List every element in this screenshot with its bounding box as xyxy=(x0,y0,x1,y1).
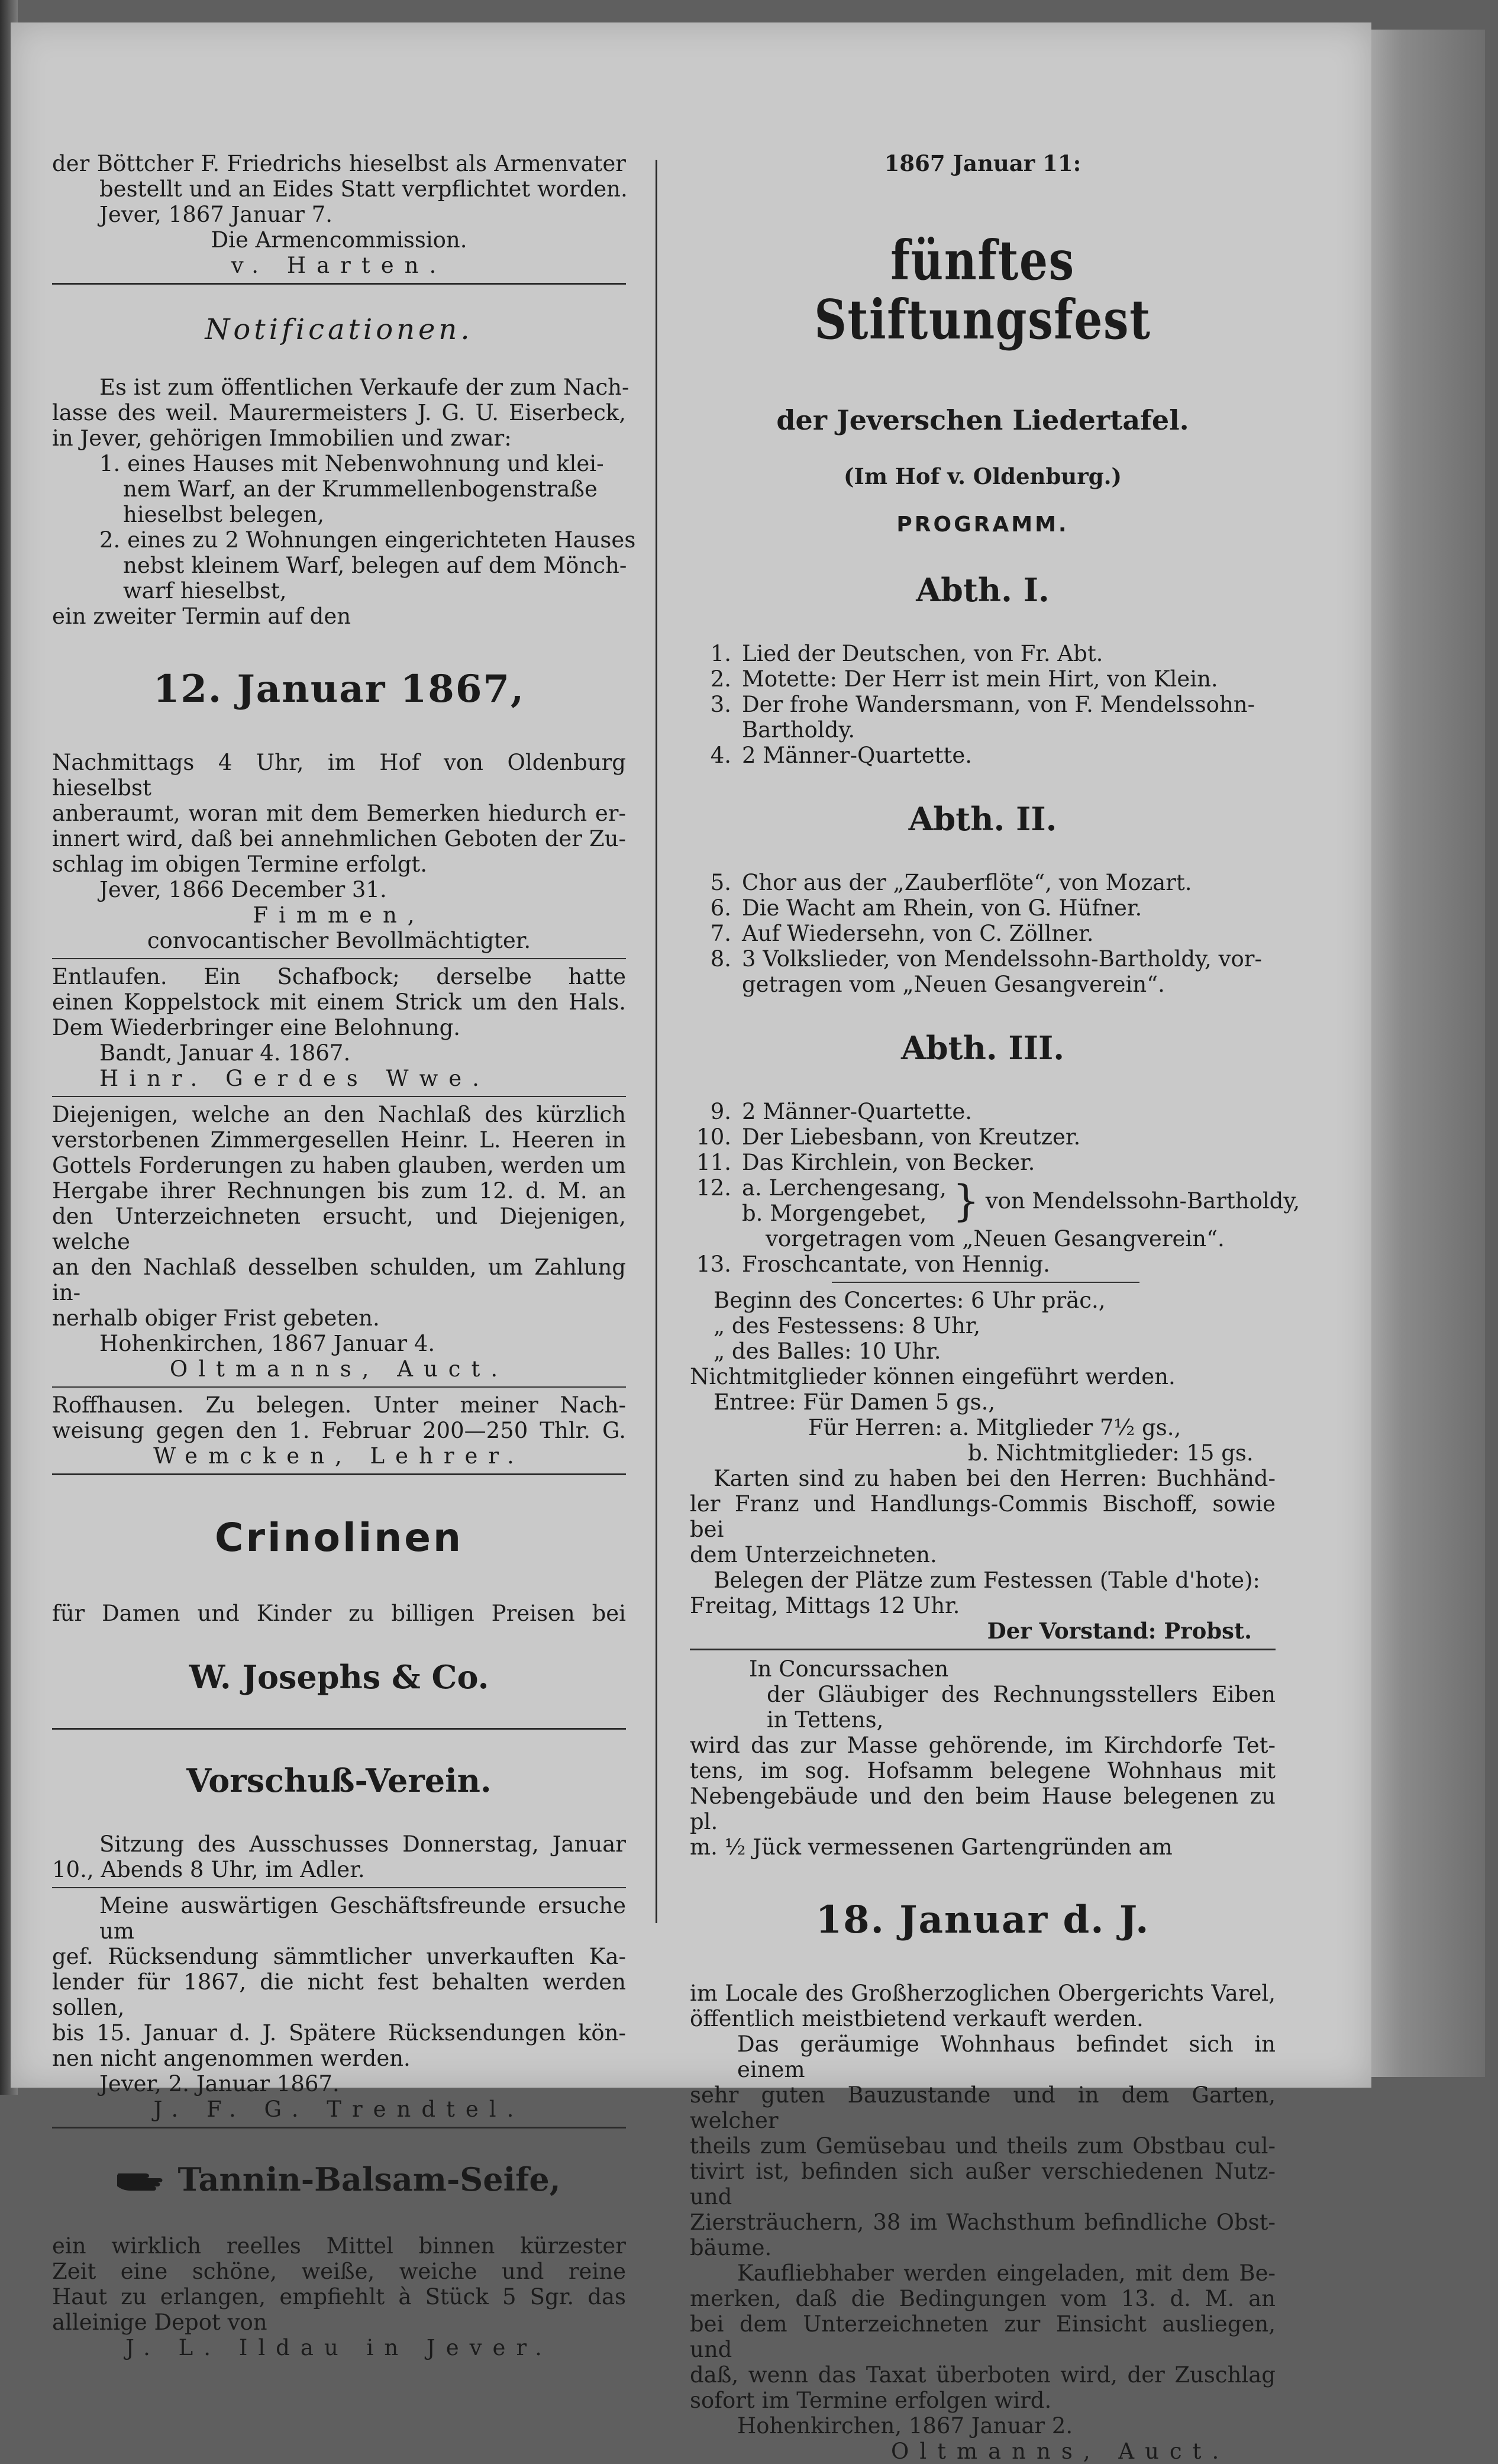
tannin-seife-ad xyxy=(52,2160,626,2360)
section-divider xyxy=(52,1096,626,1097)
signature-title: convocantischer Bevollmächtigter. xyxy=(147,928,531,953)
section-divider xyxy=(52,283,626,285)
info-line: Für Herren: a. Mitglieder 7½ gs., xyxy=(808,1415,1181,1440)
item-text: Bartholdy. xyxy=(742,717,855,743)
text-line: in Jever, gehörigen Immobilien und zwar: xyxy=(52,425,512,451)
signature-name: Der Vorstand: Probst. xyxy=(987,1618,1252,1644)
text-line: lender für 1867, die nicht fest behalten werden sollen, xyxy=(52,1969,626,2020)
text-line: ein zweiter Termin auf den xyxy=(52,604,351,629)
text-line: den Unterzeichneten ersucht, und Diejenigen, welche xyxy=(52,1204,626,1254)
text-line: Entlaufen. Ein Schafbock; derselbe hatte xyxy=(52,964,626,989)
program-item-12 xyxy=(690,1175,1300,1226)
place-date: Hohenkirchen, 1867 Januar 2. xyxy=(737,2413,1073,2439)
text-line: theils zum Gemüsebau und theils zum Obstbau cul- xyxy=(690,2133,1276,2159)
program-item xyxy=(690,921,1276,946)
info-line: „ des Balles: 10 Uhr. xyxy=(714,1339,941,1364)
item-text: 2 Männer-Quartette. xyxy=(742,743,973,768)
section-divider xyxy=(832,1282,1139,1283)
section-divider xyxy=(52,2127,626,2128)
crinolinen-ad xyxy=(52,1514,626,1696)
item-text: von Mendelssohn-Bartholdy, xyxy=(985,1188,1300,1214)
program-item xyxy=(690,895,1276,921)
item-number: 8. xyxy=(710,946,731,972)
brace-glyph: } xyxy=(952,1176,980,1225)
item-text: b. Morgengebet, xyxy=(742,1201,927,1226)
text-line: Kaufliebhaber werden eingeladen, mit dem Be- xyxy=(737,2260,1276,2286)
text-line: Jever, 1867 Januar 7. xyxy=(99,202,332,227)
text-line: Dem Wiederbringer eine Belohnung. xyxy=(52,1015,461,1040)
item-text: getragen vom „Neuen Gesangverein“. xyxy=(742,972,1165,997)
info-line: dem Unterzeichneten. xyxy=(690,1542,937,1568)
program-label: PROGRAMM. xyxy=(896,512,1069,537)
item-text: Chor aus der „Zauberflöte“, von Mozart. xyxy=(742,870,1192,895)
info-line: b. Nichtmitglieder: 15 gs. xyxy=(968,1440,1254,1466)
signature-name: v. Harten. xyxy=(231,253,447,278)
item-text: Der Liebesbann, von Kreutzer. xyxy=(742,1124,1081,1150)
text-line: im Locale des Großherzoglichen Obergerichts Varel, xyxy=(690,1981,1276,2006)
program-item xyxy=(690,946,1276,972)
text-line: m. ½ Jück vermessenen Gartengründen am xyxy=(690,1834,1173,1860)
text-line: einen Koppelstock mit einem Strick um den Hals. xyxy=(52,989,626,1015)
section-heading: Notificationen. xyxy=(205,313,473,346)
item-text: Die Wacht am Rhein, von G. Hüfner. xyxy=(742,895,1142,921)
text-line: sehr guten Bauzustande und in dem Garten, welcher xyxy=(690,2082,1276,2133)
signature-name: Wemcken, Lehrer. xyxy=(153,1443,525,1469)
ad-heading: Crinolinen xyxy=(215,1515,463,1560)
text-line: Roffhausen. Zu belegen. Unter meiner Nach- xyxy=(52,1392,626,1418)
program-item xyxy=(690,743,1276,768)
program-item xyxy=(690,641,1276,666)
program-part-heading: Abth. I. xyxy=(916,571,1050,609)
entlaufen-notice xyxy=(52,964,626,1091)
program-item xyxy=(690,972,1276,997)
item-text: Froschcantate, von Hennig. xyxy=(742,1252,1050,1277)
item-number: 6. xyxy=(710,895,731,921)
ad-heading-row xyxy=(52,2160,626,2201)
concurs-notice xyxy=(690,1656,1276,2464)
place-date: Hohenkirchen, 1867 Januar 4. xyxy=(99,1331,435,1356)
signature-name: Hinr. Gerdes Wwe. xyxy=(99,1066,490,1091)
pointing-hand-icon xyxy=(117,2163,174,2201)
item-number: 3. xyxy=(710,692,731,717)
roffhausen-notice xyxy=(52,1392,626,1469)
info-line: Freitag, Mittags 12 Uhr. xyxy=(690,1593,960,1618)
section-divider xyxy=(690,1649,1276,1650)
item-text: 2 Männer-Quartette. xyxy=(742,1099,973,1124)
item-number xyxy=(690,972,742,997)
list-item: warf hieselbst, xyxy=(123,578,287,604)
info-line: Beginn des Concertes: 6 Uhr präc., xyxy=(714,1288,1106,1313)
signature-name: Oltmanns, Auct. xyxy=(891,2439,1230,2464)
text-line: In Concurssachen xyxy=(749,1656,949,1682)
text-line: weisung gegen den 1. Februar 200—250 Thlr. G. xyxy=(52,1418,626,1443)
program-item xyxy=(690,1252,1276,1277)
item-number xyxy=(690,717,742,743)
text-line: Diejenigen, welche an den Nachlaß des kürzlich xyxy=(52,1102,626,1127)
signature-name: J. L. Ildau in Jever. xyxy=(125,2334,553,2360)
text-line: für Damen und Kinder zu billigen Preisen bei xyxy=(52,1601,626,1626)
program-item xyxy=(690,717,1276,743)
item-text: Motette: Der Herr ist mein Hirt, von Klein. xyxy=(742,666,1218,692)
section-divider xyxy=(52,1386,626,1388)
text-line: Nebengebäude und den beim Hause belegenen zu pl. xyxy=(690,1784,1276,1834)
item-text: vorgetragen vom „Neuen Gesangverein“. xyxy=(766,1226,1225,1252)
column-divider xyxy=(656,160,657,1923)
program-part-heading: Abth. II. xyxy=(908,800,1057,838)
text-line: Es ist zum öffentlichen Verkaufe der zum Nach- xyxy=(99,375,629,400)
item-text: 3 Volkslieder, von Mendelssohn-Bartholdy, vor- xyxy=(742,946,1262,972)
list-item: nebst kleinem Warf, belegen auf dem Mönch- xyxy=(123,553,627,578)
item-number: 7. xyxy=(710,921,731,946)
list-item: 2. eines zu 2 Wohnungen eingerichteten Hauses xyxy=(99,527,636,553)
item-number: 2. xyxy=(710,666,731,692)
info-line: „ des Festessens: 8 Uhr, xyxy=(714,1313,981,1339)
text-line: Haut zu erlangen, empfiehlt à Stück 5 Sgr. das xyxy=(52,2284,626,2310)
text-line: öffentlich meistbietend verkauft werden. xyxy=(690,2006,1144,2031)
program-item xyxy=(690,692,1276,717)
text-line: Das geräumige Wohnhaus befindet sich in einem xyxy=(737,2031,1276,2082)
right-column xyxy=(690,150,1300,2464)
event-subtitle: der Jeverschen Liedertafel. xyxy=(776,404,1189,436)
item-number: 5. xyxy=(710,870,731,895)
list-item: nem Warf, an der Krummellenbogenstraße xyxy=(123,476,598,502)
info-line: Nichtmitglieder können eingeführt werden. xyxy=(690,1364,1176,1389)
ad-heading: Tannin-Balsam-Seife, xyxy=(177,2160,561,2198)
event-title: fünftes Stiftungsfest xyxy=(814,228,1151,351)
text-line: Meine auswärtigen Geschäftsfreunde ersuche um xyxy=(99,1893,626,1944)
text-line: in Tettens, xyxy=(767,1707,884,1733)
item-text: Das Kirchlein, von Becker. xyxy=(742,1150,1035,1175)
list-item: 1. eines Hauses mit Nebenwohnung und klei- xyxy=(99,451,604,476)
text-line: Sitzung des Ausschusses Donnerstag, Januar xyxy=(99,1831,626,1857)
text-line: Nachmittags 4 Uhr, im Hof von Oldenburg hieselbst xyxy=(52,750,626,801)
item-number: 4. xyxy=(710,743,731,768)
program-item xyxy=(690,870,1276,895)
page-edge-stack xyxy=(1367,30,1485,2077)
program-item xyxy=(690,1124,1276,1150)
stiftungsfest-program xyxy=(690,150,1300,1644)
heeren-estate-notice xyxy=(52,1102,626,1382)
text-line: Gottels Forderungen zu haben glauben, werden um xyxy=(52,1153,626,1178)
signature-org: Die Armencommission. xyxy=(211,227,467,253)
trendtel-notice xyxy=(52,1893,626,2122)
item-text: a. Lerchengesang, xyxy=(742,1175,947,1201)
sale-date-heading: 18. Januar d. J. xyxy=(815,1898,1150,1942)
text-line: Ziersträuchern, 38 im Wachsthum befindliche Obst- xyxy=(690,2210,1276,2235)
event-date: 1867 Januar 11: xyxy=(884,150,1081,176)
item-number: 13. xyxy=(696,1252,731,1277)
text-line: der Gläubiger des Rechnungsstellers Eiben xyxy=(767,1682,1276,1707)
text-line: alleinige Depot von xyxy=(52,2309,267,2335)
program-item xyxy=(690,1150,1276,1175)
text-line: bäume. xyxy=(690,2235,772,2260)
item-number: 11. xyxy=(696,1150,731,1175)
section-divider xyxy=(52,1728,626,1730)
item-text: Der frohe Wandersmann, von F. Mendelssohn- xyxy=(742,692,1255,717)
place-date: Bandt, Januar 4. 1867. xyxy=(99,1040,351,1066)
item-text: Lied der Deutschen, von Fr. Abt. xyxy=(742,641,1103,666)
signature-name: Fimmen, xyxy=(253,902,425,928)
item-12-titles xyxy=(742,1175,947,1226)
text-line: 10., Abends 8 Uhr, im Adler. xyxy=(52,1857,365,1882)
text-line: tivirt ist, befinden sich außer verschiedenen Nutz- und xyxy=(690,2159,1276,2210)
info-line: Karten sind zu haben bei den Herren: Buchhänd- xyxy=(714,1466,1276,1491)
section-divider xyxy=(52,958,626,959)
place-date: Jever, 2. Januar 1867. xyxy=(99,2071,340,2097)
section-divider xyxy=(52,1473,626,1475)
notification-estate-sale xyxy=(52,313,636,953)
text-line: nen nicht angenommen werden. xyxy=(52,2046,411,2071)
item-number: 9. xyxy=(710,1099,731,1124)
text-line: bestellt und an Eides Statt verpflichtet worden. xyxy=(99,176,628,202)
firm-name: W. Josephs & Co. xyxy=(189,1658,489,1696)
text-line: sofort im Termine erfolgen wird. xyxy=(690,2388,1052,2413)
text-line: tens, im sog. Hofsamm belegene Wohnhaus mit xyxy=(690,1758,1276,1784)
section-divider xyxy=(52,1887,626,1888)
sale-date-heading: 12. Januar 1867, xyxy=(153,667,525,711)
program-part-heading: Abth. III. xyxy=(900,1029,1065,1067)
text-line: innert wird, daß bei annehmlichen Geboten der Zu- xyxy=(52,826,626,852)
list-item: hieselbst belegen, xyxy=(123,502,325,527)
text-line: ein wirklich reelles Mittel binnen kürzester xyxy=(52,2233,626,2259)
signature-name: J. F. G. Trendtel. xyxy=(153,2097,525,2122)
place-date: Jever, 1866 December 31. xyxy=(99,877,387,902)
text-line: wird das zur Masse gehörende, im Kirchdorfe Tet- xyxy=(690,1733,1276,1758)
event-venue: (Im Hof v. Oldenburg.) xyxy=(844,463,1122,489)
text-line: anberaumt, woran mit dem Bemerken hiedurch er- xyxy=(52,801,626,826)
text-line: nerhalb obiger Frist gebeten. xyxy=(52,1305,380,1331)
item-number: 1. xyxy=(710,641,731,666)
item-number: 12. xyxy=(696,1175,731,1201)
text-line: gef. Rücksendung sämmtlicher unverkauften Ka- xyxy=(52,1944,626,1969)
item-12-body xyxy=(742,1175,1300,1226)
text-line: bei dem Unterzeichneten zur Einsicht ausliegen, und xyxy=(690,2311,1276,2362)
text-line: Hergabe ihrer Rechnungen bis zum 12. d. M. an xyxy=(52,1178,626,1204)
program-item xyxy=(690,1099,1276,1124)
text-line: merken, daß die Bedingungen vom 13. d. M. an xyxy=(690,2286,1276,2311)
item-text: Auf Wiedersehn, von C. Zöllner. xyxy=(742,921,1094,946)
left-column xyxy=(52,151,636,2360)
ad-heading: Vorschuß-Verein. xyxy=(186,1762,492,1799)
text-line: schlag im obigen Termine erfolgt. xyxy=(52,852,428,877)
info-line: Entree: Für Damen 5 gs., xyxy=(714,1389,996,1415)
text-line: der Böttcher F. Friedrichs hieselbst als Armenvater xyxy=(52,151,626,176)
text-line: Zeit eine schöne, weiße, weiche und reine xyxy=(52,2258,626,2284)
vorschuss-verein-notice xyxy=(52,1762,626,1882)
program-item xyxy=(690,666,1276,692)
armencommission-notice xyxy=(52,151,626,278)
info-line: ler Franz und Handlungs-Commis Bischoff, sowie bei xyxy=(690,1491,1276,1542)
text-line: verstorbenen Zimmergesellen Heinr. L. Heeren in xyxy=(52,1127,626,1153)
text-line: an den Nachlaß desselben schulden, um Zahlung in- xyxy=(52,1254,626,1305)
item-number: 10. xyxy=(696,1124,731,1150)
text-line: bis 15. Januar d. J. Spätere Rücksendungen kön- xyxy=(52,2020,626,2046)
signature-name: Oltmanns, Auct. xyxy=(169,1356,509,1382)
text-line: lasse des weil. Maurermeisters J. G. U. Eiserbeck, xyxy=(52,400,626,425)
text-line: daß, wenn das Taxat überboten wird, der Zuschlag xyxy=(690,2362,1276,2388)
info-line: Belegen der Plätze zum Festessen (Table d'hote): xyxy=(714,1568,1260,1593)
